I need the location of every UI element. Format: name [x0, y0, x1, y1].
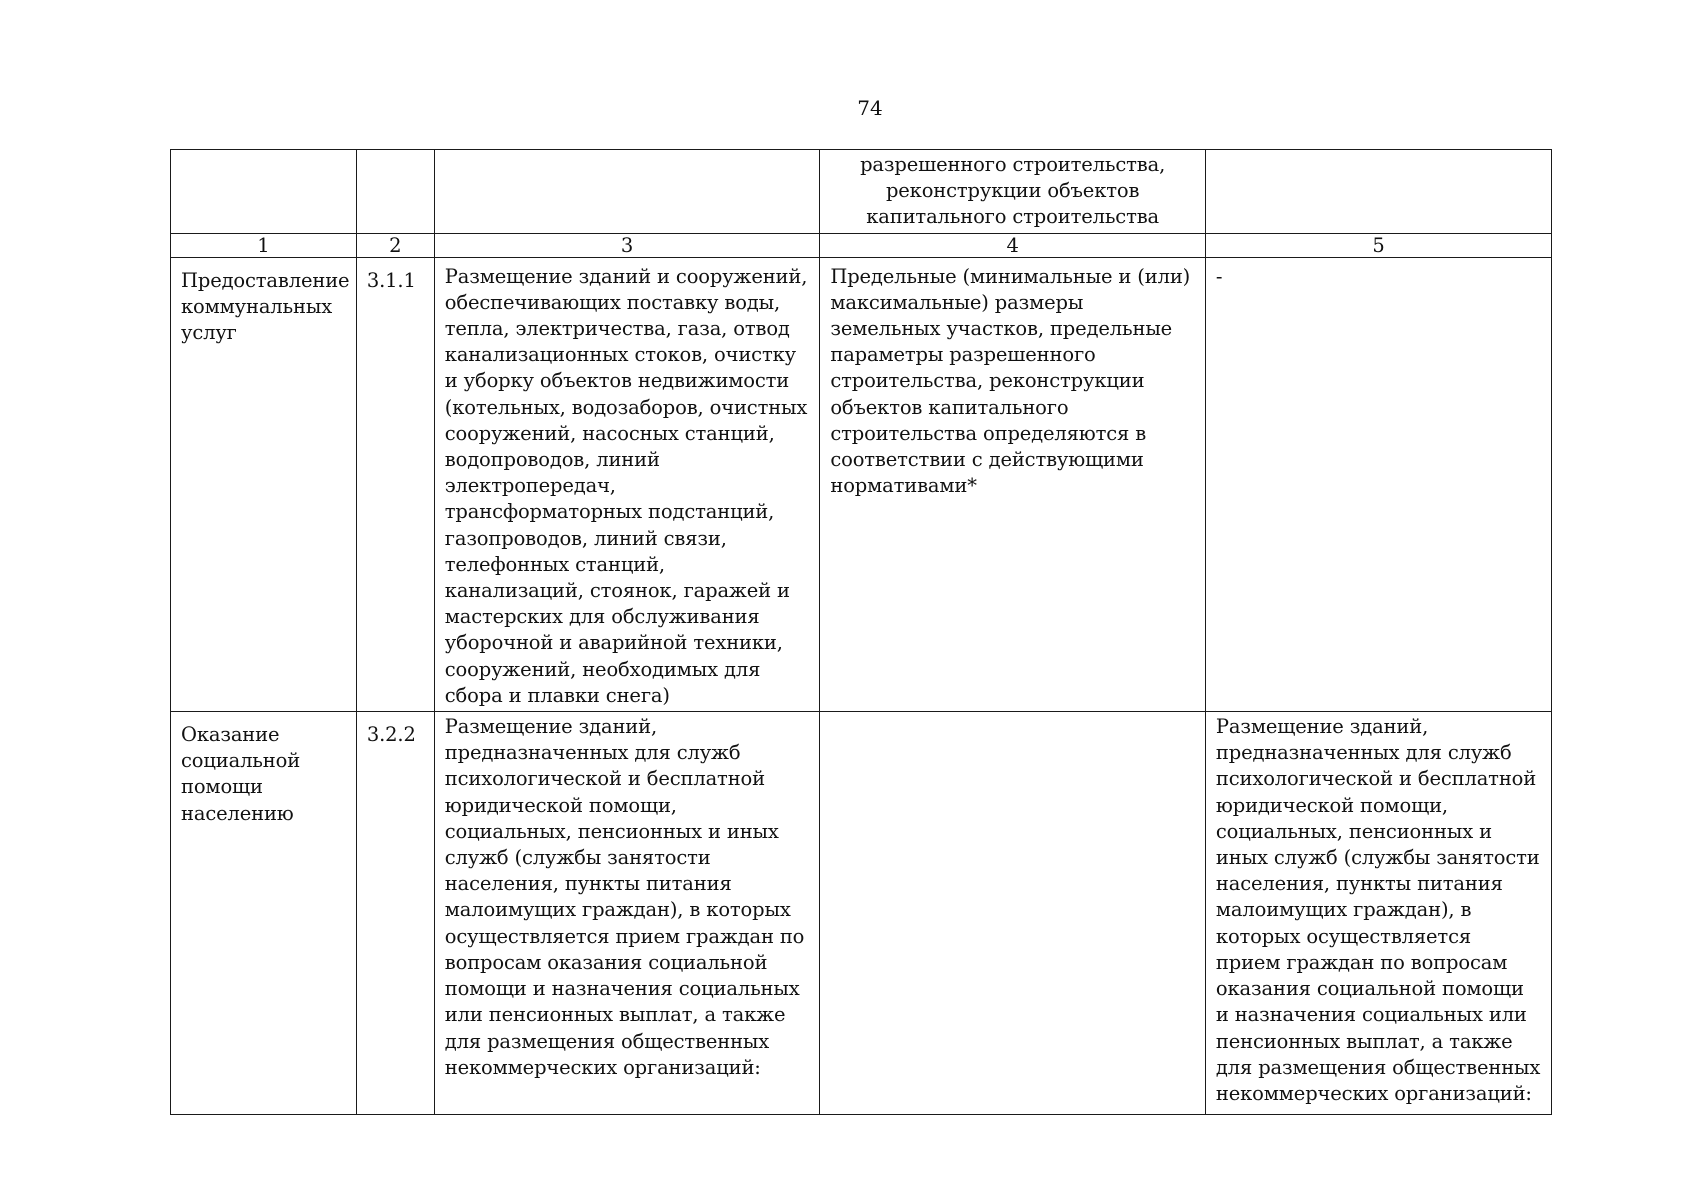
use-code-cell: 3.1.1: [356, 257, 434, 711]
continuation-row: [171, 150, 1552, 234]
column-number-3: 3: [434, 233, 820, 257]
column-number-5: 5: [1205, 233, 1551, 257]
land-use-table: [170, 149, 1552, 1115]
column-number-1: 1: [171, 233, 357, 257]
continuation-cell-2: [356, 150, 434, 234]
column5-cell: Размещение зданий, предназначенных для служб психологической и бесплатной юридической помощи, социальных, пенсионных и иных служб (службы занятости населения, пункты питания малоимущих граждан), в которых осуществляется прием граждан по вопросам оказания социальной помощи и назначения социальных или пенсионных выплат, а также для размещения общественных некоммерческих организаций:: [1205, 712, 1551, 1115]
table-row: [171, 712, 1552, 1115]
continuation-cell-3: [434, 150, 820, 234]
use-description-cell: Размещение зданий и сооружений, обеспечивающих поставку воды, тепла, электричества, газа, отвод канализационных стоков, очистку и уборку объектов недвижимости (котельных, водозаборов, очистных сооружений, насосных станций, водопроводов, линий электропередач, трансформаторных подстанций, газопроводов, линий связи, телефонных станций, канализаций, стоянок, гаражей и мастерских для обслуживания уборочной и аварийной техники, сооружений, необходимых для сбора и плавки снега): [434, 257, 820, 711]
continuation-cell-5: [1205, 150, 1551, 234]
parameters-cell: Предельные (минимальные и (или) максимальные) размеры земельных участков, предельные параметры разрешенного строительства, реконструкции объектов капитального строительства определяются в соответствии с действующими нормативами*: [820, 257, 1206, 711]
use-description-cell: Размещение зданий, предназначенных для служб психологической и бесплатной юридической помощи, социальных, пенсионных и иных служб (службы занятости населения, пункты питания малоимущих граждан), в которых осуществляется прием граждан по вопросам оказания социальной помощи и назначения социальных или пенсионных выплат, а также для размещения общественных некоммерческих организаций:: [434, 712, 820, 1115]
parameters-cell: [820, 712, 1206, 1115]
use-name-cell: Предоставление коммунальных услуг: [171, 257, 357, 711]
column-number-2: 2: [356, 233, 434, 257]
continuation-cell-1: [171, 150, 357, 234]
column5-cell: -: [1205, 257, 1551, 711]
column-number-row: [171, 233, 1552, 257]
table-row: [171, 257, 1552, 711]
use-code-cell: 3.2.2: [356, 712, 434, 1115]
continuation-cell-4: разрешенного строительства, реконструкции объектов капитального строительства: [820, 150, 1206, 234]
page-number: 74: [857, 96, 883, 120]
column-number-4: 4: [820, 233, 1206, 257]
use-name-cell: Оказание социальной помощи населению: [171, 712, 357, 1115]
